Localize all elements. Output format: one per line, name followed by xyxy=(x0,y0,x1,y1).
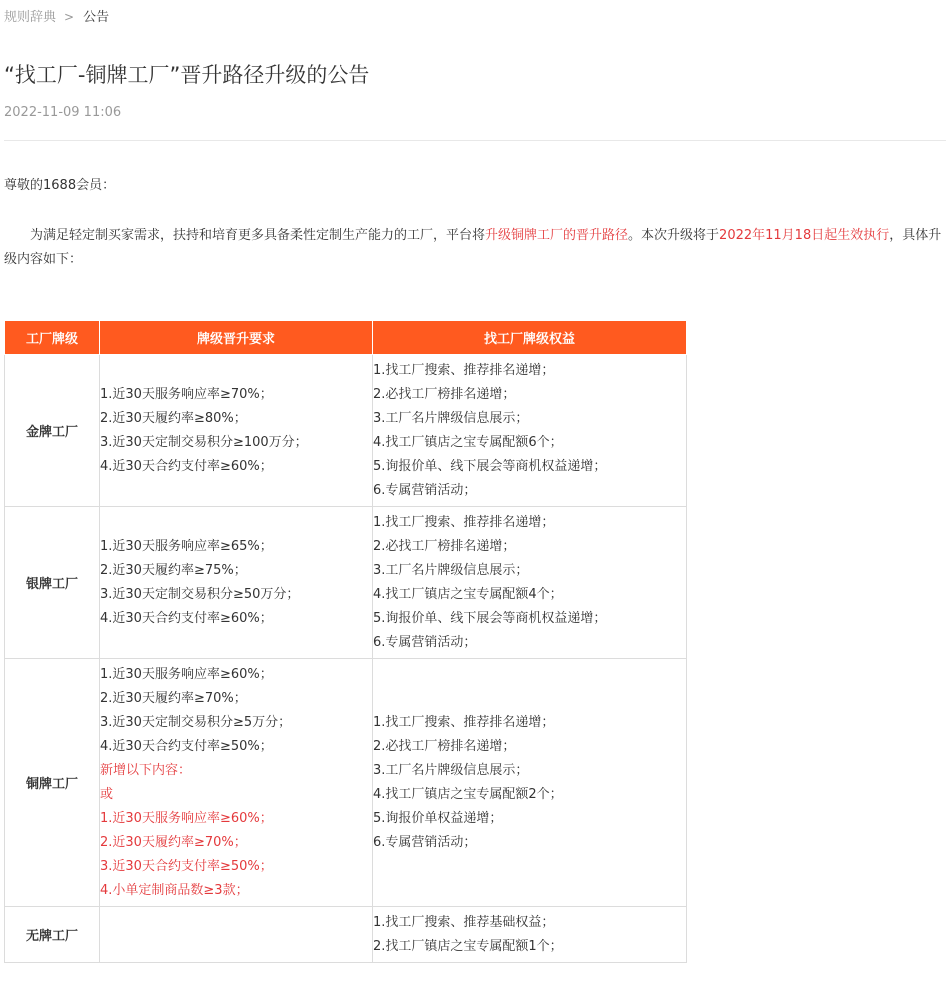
requirement-item: 1.近30天服务响应率≥70%； xyxy=(100,386,273,402)
tier-name-cell: 银牌工厂 xyxy=(5,507,100,659)
requirements-cell xyxy=(100,907,373,963)
tier-name-cell: 金牌工厂 xyxy=(5,355,100,507)
requirement-item: 4.近30天合约支付率≥60%； xyxy=(100,610,273,626)
intro-paragraph xyxy=(4,224,942,272)
requirement-item-new: 4.小单定制商品数≥3款； xyxy=(100,882,249,898)
title-divider xyxy=(4,140,946,141)
intro-highlight-effective-date: 2022年11月18日起生效执行 xyxy=(719,228,890,243)
requirement-item: 4.近30天合约支付率≥50%； xyxy=(100,738,273,754)
breadcrumb xyxy=(4,8,109,27)
requirement-item: 4.近30天合约支付率≥60%； xyxy=(100,458,273,474)
requirement-item: 3.近30天定制交易积分≥50万分； xyxy=(100,586,300,602)
page-title: “找工厂-铜牌工厂”晋升路径升级的公告 xyxy=(4,63,370,87)
table-row xyxy=(5,907,687,963)
intro-text-2: 。本次升级将于 xyxy=(628,228,720,243)
benefit-item: 6.专属营销活动； xyxy=(373,482,477,498)
table-row xyxy=(5,659,687,907)
requirement-item-new: 2.近30天履约率≥70%； xyxy=(100,834,247,850)
header-requirements: 牌级晋升要求 xyxy=(100,321,373,355)
intro-highlight-upgrade-path: 升级铜牌工厂的晋升路径 xyxy=(485,228,629,243)
benefit-item: 4.找工厂镇店之宝专属配额4个； xyxy=(373,586,563,602)
benefit-item: 3.工厂名片牌级信息展示； xyxy=(373,410,529,426)
requirement-item: 2.近30天履约率≥75%； xyxy=(100,562,247,578)
requirement-item: 1.近30天服务响应率≥65%； xyxy=(100,538,273,554)
benefit-item: 5.询报价单权益递增； xyxy=(373,810,503,826)
benefit-item: 3.工厂名片牌级信息展示； xyxy=(373,762,529,778)
benefit-item: 6.专属营销活动； xyxy=(373,834,477,850)
requirements-cell xyxy=(100,355,373,507)
benefits-cell xyxy=(373,507,687,659)
publish-date: 2022-11-09 11:06 xyxy=(4,105,122,120)
benefits-cell xyxy=(373,355,687,507)
header-benefits: 找工厂牌级权益 xyxy=(373,321,687,355)
benefit-item: 2.必找工厂榜排名递增； xyxy=(373,386,516,402)
tier-table xyxy=(4,320,687,963)
tier-name-cell: 无牌工厂 xyxy=(5,907,100,963)
benefit-item: 2.必找工厂榜排名递增； xyxy=(373,738,516,754)
requirements-cell xyxy=(100,659,373,907)
requirement-item: 3.近30天定制交易积分≥100万分； xyxy=(100,434,308,450)
benefit-item: 5.询报价单、线下展会等商机权益递增； xyxy=(373,458,607,474)
requirement-item: 2.近30天履约率≥70%； xyxy=(100,690,247,706)
benefit-item: 3.工厂名片牌级信息展示； xyxy=(373,562,529,578)
requirements-cell xyxy=(100,507,373,659)
benefit-item: 2.找工厂镇店之宝专属配额1个； xyxy=(373,938,563,954)
requirement-item-new: 或 xyxy=(100,786,114,802)
benefit-item: 1.找工厂搜索、推荐排名递增； xyxy=(373,514,555,530)
benefit-item: 6.专属营销活动； xyxy=(373,634,477,650)
breadcrumb-separator: > xyxy=(64,10,75,24)
header-tier: 工厂牌级 xyxy=(5,321,100,355)
intro-text-3: ，具体升级内容如下： xyxy=(4,228,942,267)
benefit-item: 1.找工厂搜索、推荐基础权益； xyxy=(373,914,555,930)
benefit-item: 1.找工厂搜索、推荐排名递增； xyxy=(373,714,555,730)
greeting: 尊敬的1688会员： xyxy=(4,178,116,193)
table-row xyxy=(5,507,687,659)
requirement-item-new: 1.近30天服务响应率≥60%； xyxy=(100,810,273,826)
benefit-item: 4.找工厂镇店之宝专属配额6个； xyxy=(373,434,563,450)
table-header-row xyxy=(5,321,687,355)
benefits-cell xyxy=(373,907,687,963)
breadcrumb-rules-dictionary-link[interactable]: 规则辞典 xyxy=(4,10,57,25)
benefit-item: 5.询报价单、线下展会等商机权益递增； xyxy=(373,610,607,626)
benefit-item: 2.必找工厂榜排名递增； xyxy=(373,538,516,554)
breadcrumb-current: 公告 xyxy=(83,10,110,25)
benefits-cell xyxy=(373,659,687,907)
requirement-item: 1.近30天服务响应率≥60%； xyxy=(100,666,273,682)
tier-name-cell: 铜牌工厂 xyxy=(5,659,100,907)
requirement-item-new: 新增以下内容： xyxy=(100,762,192,778)
requirement-item-new: 3.近30天合约支付率≥50%； xyxy=(100,858,273,874)
requirement-item: 3.近30天定制交易积分≥5万分； xyxy=(100,714,292,730)
table-row xyxy=(5,355,687,507)
intro-text-1: 为满足轻定制买家需求，扶持和培育更多具备柔性定制生产能力的工厂，平台将 xyxy=(30,228,486,243)
benefit-item: 4.找工厂镇店之宝专属配额2个； xyxy=(373,786,563,802)
requirement-item: 2.近30天履约率≥80%； xyxy=(100,410,247,426)
benefit-item: 1.找工厂搜索、推荐排名递增； xyxy=(373,362,555,378)
